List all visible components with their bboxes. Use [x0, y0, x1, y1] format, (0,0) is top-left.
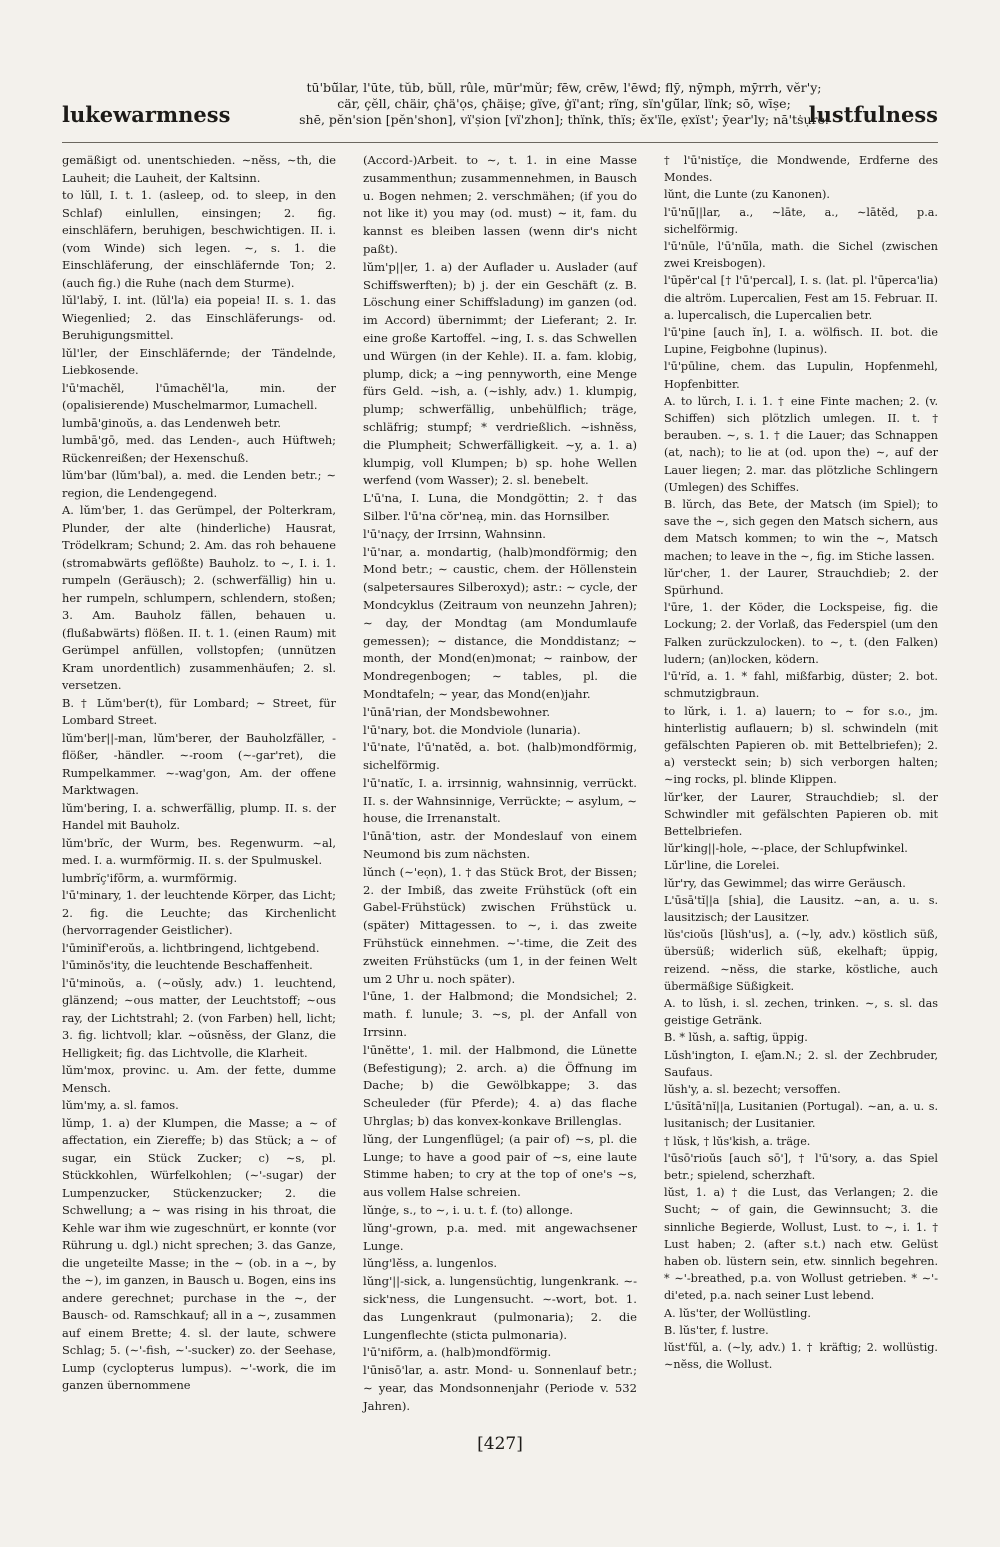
column-middle — [363, 152, 637, 1416]
dictionary-entry: lŭm'brĭc, der Wurm, bes. Regenwurm. ∼al, med. I. a. wurmförmig. II. s. der Spulmuskel. — [62, 835, 336, 867]
dictionary-entry: lŭr'king||-hole, ∼-place, der Schlupfwinkel. — [664, 842, 908, 856]
dictionary-entry: l'ū'nūle, l'ū'nū̆la, math. die Sichel (zwischen zwei Kreisbogen). — [664, 240, 938, 271]
pronunciation-key-line: cär, çĕll, chäir, çhä'ọs, çhäiṣe; gïve, ġï'ant; rïng, sïn'gū̆lar, lïnk; sō, wīṣe; — [337, 96, 791, 111]
dictionary-entry: l'ū'nifōrm, a. (halb)mondförmig. — [363, 1345, 552, 1360]
dictionary-entry: lumbrĭç'ifōrm, a. wurmförmig. — [62, 870, 238, 885]
dictionary-entry: L'ū'na, I. Luna, die Mondgöttin; 2. † das Silber. l'ū'na cŏr'neạ, min. das Hornsilber. — [363, 491, 637, 523]
dictionary-entry: lŭm'bering, I. a. schwerfällig, plump. II. s. der Handel mit Bauholz. — [62, 800, 336, 832]
dictionary-entry: lŭng'-grown, p.a. med. mit angewachsener Lunge. — [363, 1220, 637, 1253]
dictionary-entry: A. lŭm'ber, 1. das Gerümpel, der Polterkram, Plunder, der alte (hinderliche) Hausrat, Trödelkram; Schund; 2. Am. das roh behauene (stromabwärts geflößte) Bauholz. to ∼, I. i. 1. rumpeln (Geräusch); 2. (schwerfällig) hin u. her rumpeln, schlumpern, schlendern, stoßen; 3. Am. Bauholz fällen, behauen u. (flußabwärts) flößen. II. t. 1. (einen Raum) mit Gerümpel anfüllen, vollstopfen; (unnützen Kram unordentlich) zusammenhäufen; 2. sl. versetzen. — [62, 503, 336, 692]
column-left — [62, 152, 336, 1395]
dictionary-entry: lŭng'lĕss, a. lungenlos. — [363, 1256, 498, 1271]
dictionary-entry: lŭm'my, a. sl. famos. — [62, 1098, 179, 1112]
dictionary-entry: lŭmp, 1. a) der Klumpen, die Masse; a ∼ of affectation, ein Ziereffe; b) das Stück; a ∼ of sugar, ein Stück Zucker; c) ∼s, pl. Stückkohlen, Würfelkohlen; (∼'-sugar) der Lumpenzucker, Stückenzucker; 2. die Schwellung; a ∼ was rising in his throat, die Kehle war ihm wie zugeschnürt, er konnte (vor Rührung u. dgl.) nicht sprechen; 3. das Ganze, die ungeteilte Masse; in the ∼ (ob. in a ∼, by the ∼), im ganzen, in Bausch u. Bogen, eins ins andere gerechnet; purchase in the ∼, der Bausch- od. Ramschkauf; all in a ∼, zusammen auf einem Brette; 4. sl. der laute, schwere Schlag; 5. (∼'-fish, ∼'-sucker) zo. der Seehase, Lump (cyclopterus lumpus). ∼'-work, die im ganzen übernommene — [62, 1115, 336, 1392]
dictionary-entry: l'ū'pine [auch ĭn], I. a. wölfisch. II. bot. die Lupine, Feigbohne (lupinus). — [664, 326, 938, 357]
running-header — [62, 80, 938, 136]
dictionary-entry: l'ūre, 1. der Köder, die Lockspeise, fig. die Lockung; 2. der Vorlaß, das Federspiel (um den Falken zurückzulocken). to ∼, t. (den Falken) ludern; (an)locken, ködern. — [664, 601, 938, 666]
dictionary-entry: lŭst, 1. a) † die Lust, das Verlangen; 2. die Sucht; ∼ of gain, die Gewinnsucht; 3. die sinnliche Begierde, Wollust, Lust. to ∼, i. 1. † Lust haben; 2. (after s.t.) nach etw. Gelüst haben ob. lüstern sein, etw. sinnlich begehren. * ∼'-breathed, p.a. von Wollust getrieben. * ∼'-di'eted, p.a. nach seiner Lust lebend. — [664, 1186, 938, 1303]
dictionary-entry: Lŭr'line, die Lorelei. — [664, 859, 780, 873]
dictionary-entry: (Accord-)Arbeit. to ∼, t. 1. in eine Masse zusammenthun; zusammennehmen, in Bausch u. Bogen nehmen; 2. verschmähen; (if you do not like it) you may (od. must) ∼ it, fam. du kannst es bleiben lassen (wenn dir's nicht paßt). — [363, 153, 637, 256]
dictionary-entry: lŭr'cher, 1. der Laurer, Strauchdieb; 2. der Spürhund. — [664, 566, 938, 598]
dictionary-entry: lŭm'p||er, 1. a) der Auflader u. Auslader (auf Schiffswerften); b) j. der ein Geschäft (z. B. Löschung einer Schiffsladung) im ganzen (od. im Accord) übernimmt; der Lieferant; 2. Ir. eine große Kartoffel. ∼ing, I. s. das Schwellen und Würgen (in der Kehle). II. a. fam. klobig, plump, dick; a ∼ing pennyworth, eine Menge fürs Geld. ∼ish, a. (∼ishly, adv.) 1. klumpig, plump; schwerfällig, unbehülflich; träge, schläfrig; stumpf; * verdrießlich. ∼ishnĕss, die Plumpheit; Schwerfälligkeit. ∼y, a. 1. a) klumpig, voll Klumpen; b) sp. hohe Wellen werfend (vom Wasser); 2. sl. benebelt. — [363, 259, 637, 488]
first-headword: lukewarmness — [62, 102, 231, 127]
dictionary-entry: l'ū'nate, l'ū'natĕd, a. bot. (halb)mondförmig, sichelförmig. — [363, 740, 637, 773]
dictionary-entry: † l'ū'nistĭçe, die Mondwende, Erdferne des Mondes. — [664, 154, 938, 185]
dictionary-entry: lŭl'laby̆, I. int. (lŭl'la) eia popeia! II. s. 1. das Wiegenlied; 2. das Einschläferungs- od. Beruhigungsmittel. — [62, 293, 336, 342]
dictionary-entry: to lŭrk, i. 1. a) lauern; to ∼ for s.o., jm. hinterlistig auflauern; b) sl. schwindeln (mit gefälschten Papieren ob. mit Bettelbriefen); 2. a) versteckt sein; b) sich verborgen halten; ∼ing rocks, pl. blinde Klippen. — [664, 704, 938, 787]
dictionary-entry: lŭm'mox, provinc. u. Am. der fette, dumme Mensch. — [62, 1063, 336, 1095]
pronunciation-key-line: shē, pĕn'sion [pĕn'shon], vï'ṣion [vï'zhon]; thïnk, thïs; ĕx'ïle, ẹxïst'; ȳear'ly; nā'tṡụre. — [299, 112, 829, 127]
dictionary-entry: lumbā'gō, med. das Lenden-, auch Hüftweh; Rückenreißen; der Hexenschuß. — [62, 433, 336, 465]
dictionary-entry: l'ūnĕtte', 1. mil. der Halbmond, die Lünette (Befestigung); 2. arch. a) die Öffnung im Dache; b) die Gewölbkappe; 3. das Scheuleder (für Pferde); 4. a) das flache Uhrglas; b) das konvex-konkave Brillenglas. — [363, 1042, 637, 1129]
dictionary-entry: lŭr'ker, der Laurer, Strauchdieb; sl. der Schwindler mit gefälschten Papieren ob. mit Bettelbriefen. — [664, 790, 938, 838]
dictionary-entry: B. * lŭsh, a. saftig, üppig. — [664, 1031, 808, 1045]
column-right — [664, 152, 938, 1373]
dictionary-entry: to lŭll, I. t. 1. (asleep, od. to sleep, in den Schlaf) einlullen, einsingen; 2. fig. einschläfern, beruhigen, beschwichtigen. II. i. (vom Winde) sich legen. ∼, s. 1. die Einschläferung, der einschläfernde Ton; 2. (auch fig.) die Ruhe (nach dem Sturme). — [62, 188, 336, 290]
dictionary-entry: l'ū'rĭd, a. 1. * fahl, mißfarbig, düster; 2. bot. schmutzigbraun. — [664, 670, 938, 701]
dictionary-entry: l'ūminĭf'eroŭs, a. lichtbringend, lichtgebend. — [62, 940, 320, 955]
dictionary-entry: l'ū'minoŭs, a. (∼oŭsly, adv.) 1. leuchtend, glänzend; ∼ous matter, der Leuchtstoff; ∼ous ray, der Lichtstrahl; 2. (von Farben) hell, licht; 3. fig. lichtvoll; klar. ∼oŭsnĕss, der Glanz, die Helligkeit; fig. das Lichtvolle, die Klarheit. — [62, 975, 336, 1060]
dictionary-entry: l'ū'machĕl, l'ūmachĕl'la, min. der (opalisierende) Muschelmarmor, Lumachell. — [62, 380, 336, 412]
dictionary-entry: L'ūsā'tĭ||a [shia], die Lausitz. ∼an, a. u. s. lausitzisch; der Lausitzer. — [664, 893, 938, 924]
dictionary-entry: l'ū'nū̆||lar, a., ∼lāte, a., ∼lātĕd, p.a. sichelförmig. — [664, 205, 938, 236]
dictionary-entry: l'ū'minary, 1. der leuchtende Körper, das Licht; 2. fig. die Leuchte; das Kirchenlicht (hervorragender Geistlicher). — [62, 888, 336, 937]
dictionary-entry: A. lŭs'ter, der Wollüstling. — [664, 1306, 811, 1320]
dictionary-entry: lŭnch (∼'eọn), 1. † das Stück Brot, der Bissen; 2. der Imbiß, das zweite Frühstück (oft ein Gabel-Frühstück) zwischen Frühstück u. (später) Mittagessen. to ∼, i. das zweite Frühstück einnehmen. ∼'-time, die Zeit des zweiten Frühstücks (um 1, in der feinen Welt um 2 Uhr u. noch später). — [363, 864, 637, 986]
dictionary-entry: l'ūnisō'lar, a. astr. Mond- u. Sonnenlauf betr.; ∼ year, das Mondsonnenjahr (Periode v. 532 Jahren). — [363, 1363, 637, 1413]
dictionary-entry: lŭr'ry, das Gewimmel; das wirre Geräusch. — [664, 876, 906, 890]
dictionary-entry: l'ūnā'rian, der Mondsbewohner. — [363, 704, 551, 719]
dictionary-entry: lŭng, der Lungenflügel; (a pair of) ∼s, pl. die Lunge; to have a good pair of ∼s, eine laute Stimme haben; to cry at the top of one's ∼s, aus vollem Halse schreien. — [363, 1131, 637, 1200]
dictionary-entry: lŭng'||-sick, a. lungensüchtig, lungenkrank. ∼-sick'ness, die Lungensucht. ∼-wort, bot. 1. das Lungenkraut (pulmonaria); 2. die Lungenflechte (sticta pulmonaria). — [363, 1274, 637, 1342]
dictionary-entry: lŭsh'y, a. sl. bezecht; versoffen. — [664, 1082, 841, 1096]
dictionary-entry: lŭnt, die Lunte (zu Kanonen). — [664, 188, 830, 202]
dictionary-entry: lŭm'ber||-man, lŭm'berer, der Bauholzfäller, -flößer, -händler. ∼-room (∼-gar'ret), die Rumpelkammer. ∼-wag'gon, Am. der offene Marktwagen. — [62, 730, 336, 797]
dictionary-entry: lŭm'bar (lŭm'bal), a. med. die Lenden betr.; ∼ region, die Lendengegend. — [62, 468, 336, 500]
last-headword: lustfulness — [808, 102, 938, 127]
dictionary-entry: l'ū'nar, a. mondartig, (halb)mondförmig; den Mond betr.; ∼ caustic, chem. der Höllenstein (salpetersaures Silberoxyd); astr.: ∼ cycle, der Mondcyklus (Zeitraum von neunzehn Jahren); ∼ day, der Mondtag (am Mondumlaufe gemessen); ∼ distance, die Monddistanz; ∼ month, der Mond(en)monat; ∼ rainbow, der Mondregenbogen; ∼ tables, pl. die Mondtafeln; ∼ year, das Mond(en)jahr. — [363, 544, 637, 701]
dictionary-entry: l'ūpĕr'cal [† l'ū'percal], I. s. (lat. pl. l'ūperca'lia) die altröm. Lupercalien, Fest am 15. Februar. II. a. lupercalisch, die Lupercalien betr. — [664, 274, 938, 322]
dictionary-entry: A. to lŭsh, i. sl. zechen, trinken. ∼, s. sl. das geistige Getränk. — [664, 996, 938, 1028]
dictionary-entry: lŭnġe, s., to ∼, i. u. t. f. (to) allonge. — [363, 1203, 574, 1218]
dictionary-entry: Lŭsh'ington, I. eʃam.N.; 2. sl. der Zechbruder, Saufaus. — [664, 1048, 938, 1079]
dictionary-entry: l'ūsō'rioŭs [auch sō'], † l'ū'sory, a. das Spiel betr.; spielend, scherzhaft. — [664, 1151, 938, 1182]
dictionary-entry: l'ū'naçy, der Irrsinn, Wahnsinn. — [363, 526, 546, 541]
dictionary-entry: l'ū'natĭc, I. a. irrsinnig, wahnsinnig, verrückt. II. s. der Wahnsinnige, Verrückte; ∼ asylum, ∼ house, die Irrenanstalt. — [363, 775, 637, 826]
dictionary-entry: lŭst'fŭl, a. (∼ly, adv.) 1. † kräftig; 2. wollüstig. ∼nĕss, die Wollust. — [664, 1341, 938, 1372]
page-number: [427] — [477, 1434, 523, 1454]
dictionary-entry: A. to lŭrch, I. i. 1. † eine Finte machen; 2. (v. Schiffen) sich plötzlich umlegen. II. t. † berauben. ∼, s. 1. † die Lauer; das Schnappen (at, nach); to lie at (od. upon the) ∼, auf der Lauer liegen; 2. mar. das plötzliche Schlingern (Umlegen) des Schiffes. — [664, 394, 938, 494]
pronunciation-key — [264, 80, 864, 128]
pronunciation-key-line: tū'bū̆lar, l'ūte, tŭb, bŭll, rûle, mūr'mŭr; fēw, crēw, l'ēwd; flȳ, nȳmph, mȳrrh, vĕr'y; — [306, 80, 822, 95]
dictionary-entry: lumbā'ginoŭs, a. das Lendenweh betr. — [62, 415, 282, 430]
dictionary-entry: B. † Lŭm'ber(t), für Lombard; ∼ Street, für Lombard Street. — [62, 695, 336, 727]
dictionary-entry: l'ūne, 1. der Halbmond; die Mondsichel; 2. math. f. lunule; 3. ∼s, pl. der Anfall von Irrsinn. — [363, 989, 637, 1040]
dictionary-entry: lŭs'cioŭs [lŭsh'us], a. (∼ly, adv.) köstlich süß, übersüß; widerlich süß, ekelhaft; üppig, reizend. ∼nĕss, die starke, köstliche, auch übermäßige Süßigkeit. — [664, 928, 938, 993]
dictionary-entry: B. lŭrch, das Bete, der Matsch (im Spiel); to save the ∼, sich gegen den Matsch sichern, aus dem Matsch kommen; to win the ∼, Matsch machen; to leave in the ∼, fig. im Stiche lassen. — [664, 498, 938, 563]
dictionary-entry: gemäßigt od. unentschieden. ∼nĕss, ∼th, die Lauheit; die Lauheit, der Kaltsinn. — [62, 153, 336, 185]
dictionary-entry: l'ūminŏs'ity, die leuchtende Beschaffenheit. — [62, 958, 313, 972]
dictionary-entry: l'ū'nary, bot. die Mondviole (lunaria). — [363, 722, 581, 737]
dictionary-entry: B. lŭs'ter, f. lustre. — [664, 1323, 769, 1337]
header-rule — [62, 142, 938, 143]
dictionary-entry: † lŭsk, † lŭs'kish, a. träge. — [664, 1134, 811, 1148]
dictionary-entry: L'ūsĭtā'nĭ||a, Lusitanien (Portugal). ∼an, a. u. s. lusitanisch; der Lusitanier. — [664, 1100, 938, 1131]
dictionary-entry: l'ū'pūline, chem. das Lupulin, Hopfenmehl, Hopfenbitter. — [664, 360, 938, 391]
dictionary-entry: lŭl'ler, der Einschläfernde; der Tändelnde, Liebkosende. — [62, 345, 336, 377]
dictionary-entry: l'ūnā'tion, astr. der Mondeslauf von einem Neumond bis zum nächsten. — [363, 829, 637, 862]
